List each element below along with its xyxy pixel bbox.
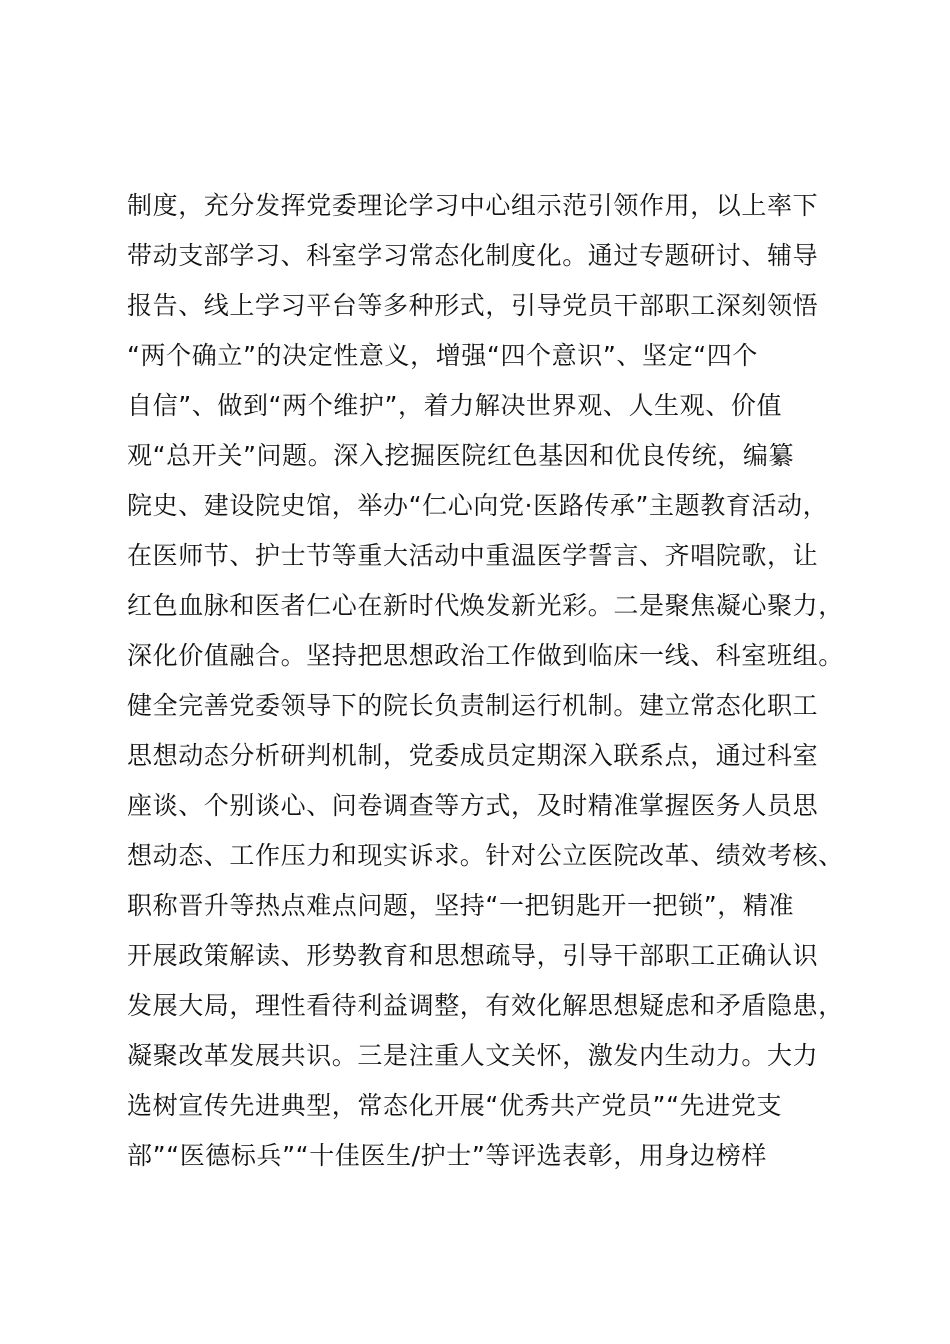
text-line-1: 制度，充分发挥党委理论学习中心组示范引领作用，以上率下: [127, 191, 819, 220]
text-line-14: 想动态、工作压力和现实诉求。针对公立医院改革、绩效考核、: [127, 841, 844, 870]
text-line-8: 在医师节、护士节等重大活动中重温医学誓言、齐唱院歌，让: [127, 541, 819, 570]
text-line-7: 院史、建设院史馆，举办“仁心向党·医路传承”主题教育活动，: [127, 491, 829, 520]
text-line-4: “两个确立”的决定性意义，增强“四个意识”、坚定“四个: [127, 341, 758, 370]
body-text: [127, 181, 847, 1181]
text-line-9: 红色血脉和医者仁心在新时代焕发新光彩。二是聚焦凝心聚力，: [127, 591, 844, 620]
text-line-6: 观“总开关”问题。深入挖掘医院红色基因和优良传统，编纂: [127, 441, 795, 470]
text-line-2: 带动支部学习、科室学习常态化制度化。通过专题研讨、辅导: [127, 241, 819, 270]
text-line-17: 发展大局，理性看待利益调整，有效化解思想疑虑和矛盾隐患，: [127, 991, 844, 1020]
text-line-19: 选树宣传先进典型，常态化开展“优秀共产党员”“先进党支: [127, 1091, 783, 1120]
text-line-16: 开展政策解读、形势教育和思想疏导，引导干部职工正确认识: [127, 941, 819, 970]
text-line-3: 报告、线上学习平台等多种形式，引导党员干部职工深刻领悟: [127, 291, 819, 320]
text-line-10: 深化价值融合。坚持把思想政治工作做到临床一线、科室班组。: [127, 641, 844, 670]
text-line-13: 座谈、个别谈心、问卷调查等方式，及时精准掌握医务人员思: [127, 791, 819, 820]
text-line-18: 凝聚改革发展共识。三是注重人文关怀，激发内生动力。大力: [127, 1041, 819, 1070]
text-line-20: 部”“医德标兵”“十佳医生/护士”等评选表彰，用身边榜样: [127, 1141, 767, 1170]
text-line-11: 健全完善党委领导下的院长负责制运行机制。建立常态化职工: [127, 691, 819, 720]
text-line-15: 职称晋升等热点难点问题，坚持“一把钥匙开一把锁”，精准: [127, 891, 795, 920]
text-line-12: 思想动态分析研判机制，党委成员定期深入联系点，通过科室: [127, 741, 819, 770]
text-line-5: 自信”、做到“两个维护”，着力解决世界观、人生观、价值: [127, 391, 783, 420]
